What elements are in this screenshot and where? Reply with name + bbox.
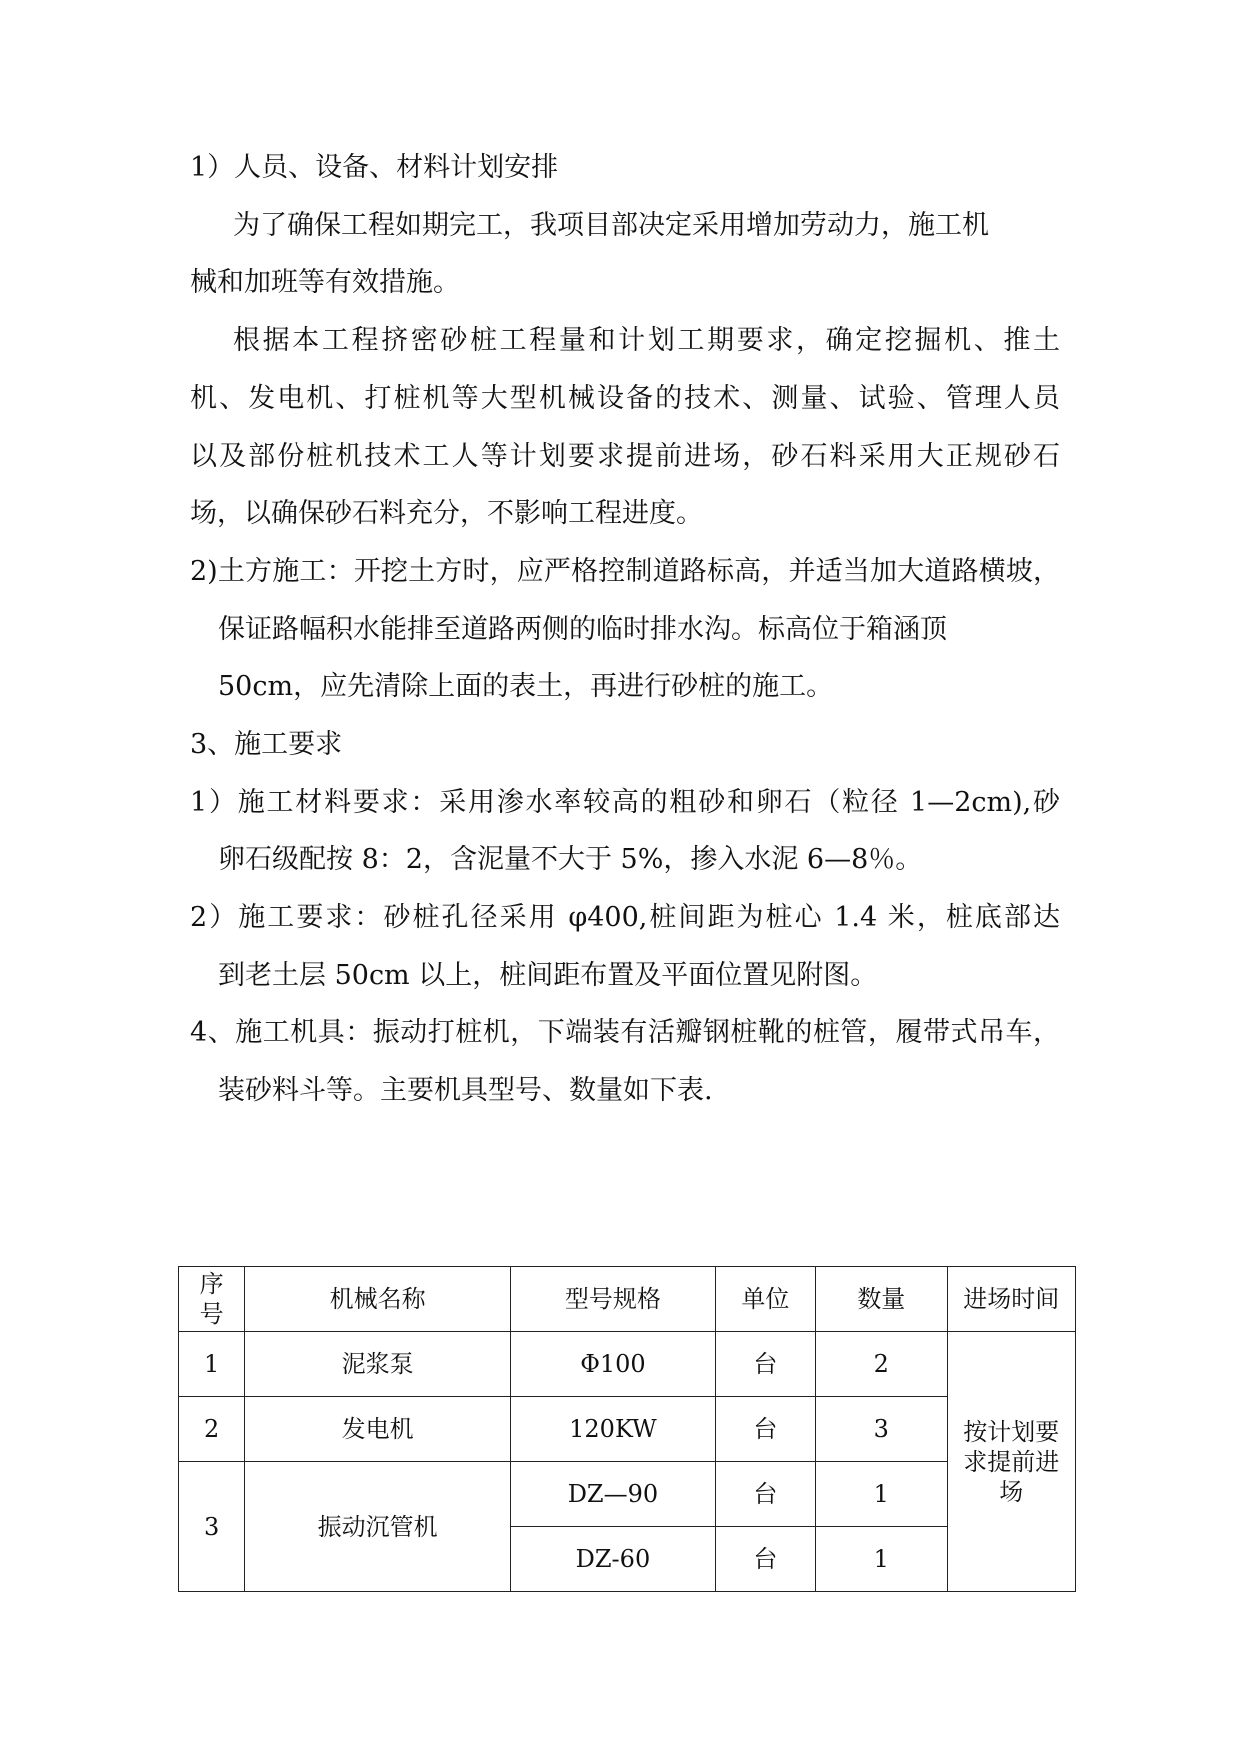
cell-entry-time: 按计划要求提前进场 [947, 1332, 1075, 1592]
cell-seq: 1 [179, 1332, 245, 1397]
cell-model: Φ100 [511, 1332, 716, 1397]
cell-model: 120KW [511, 1397, 716, 1462]
section-heading-personnel-plan: 1）人员、设备、材料计划安排 [190, 152, 559, 183]
section-heading-requirements: 3、施工要求 [190, 729, 343, 760]
header-model: 型号规格 [511, 1267, 716, 1332]
paragraph-line: 为了确保工程如期完工，我项目部决定采用增加劳动力，施工机 [233, 210, 989, 241]
paragraph-line: 械和加班等有效措施。 [190, 267, 460, 298]
cell-name: 发电机 [245, 1397, 511, 1462]
header-entry-time: 进场时间 [947, 1267, 1075, 1332]
table-row [179, 1397, 1076, 1462]
equipment-table [178, 1266, 1076, 1592]
cell-name: 泥浆泵 [245, 1332, 511, 1397]
paragraph-line: 机、发电机、打桩机等大型机械设备的技术、测量、试验、管理人员 [190, 383, 1060, 414]
cell-model: DZ—90 [511, 1462, 716, 1527]
cell-qty: 2 [816, 1332, 947, 1397]
cell-unit: 台 [715, 1527, 815, 1592]
cell-unit: 台 [715, 1462, 815, 1527]
table-row [179, 1332, 1076, 1397]
table-header-row [179, 1267, 1076, 1332]
paragraph-line: 50cm，应先清除上面的表土，再进行砂桩的施工。 [218, 671, 834, 702]
paragraph-line: 到老土层 50cm 以上，桩间距布置及平面位置见附图。 [218, 960, 878, 991]
header-unit: 单位 [715, 1267, 815, 1332]
paragraph-line: 根据本工程挤密砂桩工程量和计划工期要求，确定挖掘机、推土 [233, 325, 1060, 356]
list-item-construction: 2）施工要求：砂桩孔径采用 φ400,桩间距为桩心 1.4 米，桩底部达 [190, 902, 1060, 933]
cell-qty: 3 [816, 1397, 947, 1462]
list-item-earthwork: 2)土方施工：开挖土方时，应严格控制道路标高，并适当加大道路横坡， [190, 556, 1060, 587]
paragraph-line: 卵石级配按 8：2，含泥量不大于 5%，掺入水泥 6—8％。 [218, 844, 923, 875]
paragraph-line: 以及部份桩机技术工人等计划要求提前进场，砂石料采用大正规砂石 [190, 441, 1060, 472]
header-name: 机械名称 [245, 1267, 511, 1332]
list-item-machinery: 4、施工机具：振动打桩机，下端装有活瓣钢桩靴的桩管，履带式吊车， [190, 1017, 1060, 1048]
cell-unit: 台 [715, 1397, 815, 1462]
paragraph-line: 场，以确保砂石料充分，不影响工程进度。 [190, 498, 703, 529]
cell-model: DZ-60 [511, 1527, 716, 1592]
list-item-materials: 1）施工材料要求：采用渗水率较高的粗砂和卵石（粒径 1—2cm),砂 [190, 787, 1060, 818]
paragraph-line: 装砂料斗等。主要机具型号、数量如下表. [218, 1075, 713, 1106]
cell-seq: 2 [179, 1397, 245, 1462]
header-qty: 数量 [816, 1267, 947, 1332]
cell-qty: 1 [816, 1527, 947, 1592]
cell-qty: 1 [816, 1462, 947, 1527]
paragraph-line: 保证路幅积水能排至道路两侧的临时排水沟。标高位于箱涵顶 [218, 614, 947, 645]
header-seq: 序号 [179, 1267, 245, 1332]
cell-unit: 台 [715, 1332, 815, 1397]
table-row [179, 1462, 1076, 1527]
cell-name: 振动沉管机 [245, 1462, 511, 1592]
cell-seq: 3 [179, 1462, 245, 1592]
